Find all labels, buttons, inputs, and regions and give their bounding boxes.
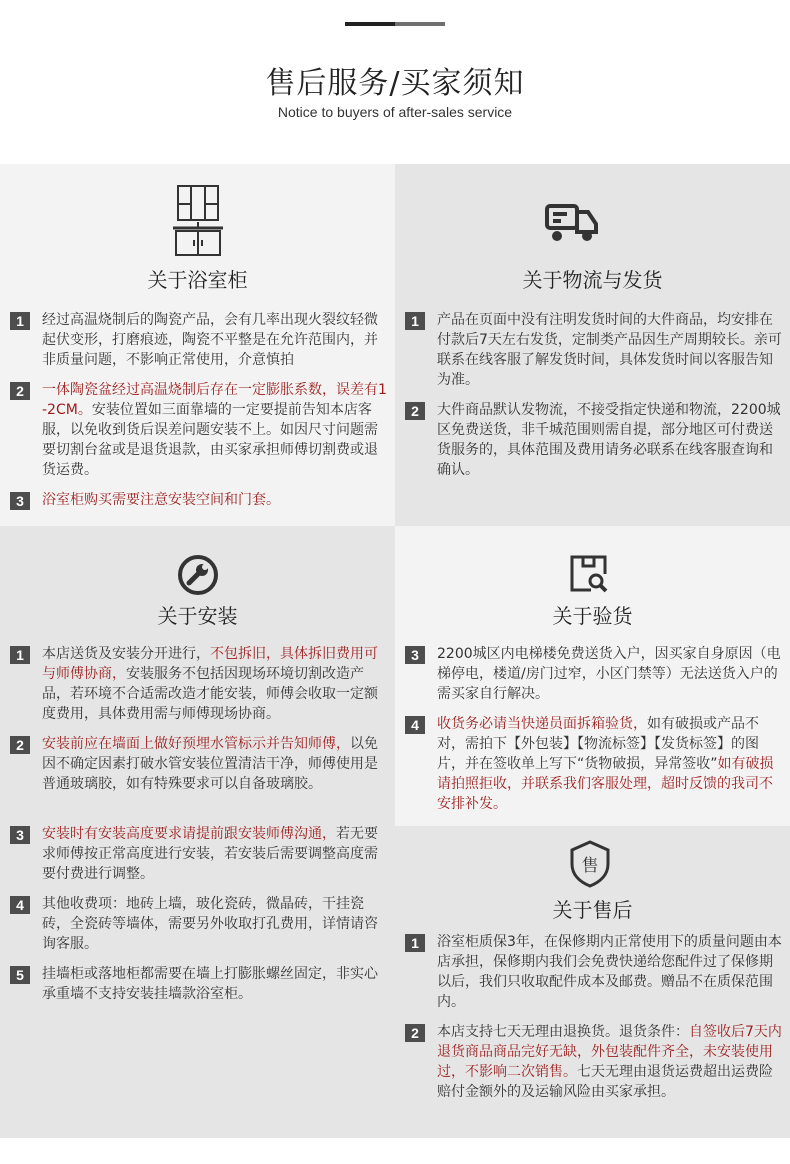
item-text: 产品在页面中没有注明发货时间的大件商品，均安排在付款后7天左右发货，定制类产品因生产周期较长。亲可联系在线客服了解发货时间，具体发货时间以客服告知为准。 [437,312,782,388]
item-number-badge: 1 [405,934,425,952]
package-inspect-icon [569,554,609,594]
bathroom-cabinet-icon [172,184,224,258]
logistics-section [395,164,790,526]
section-title: 关于售后 [552,898,633,922]
item-text: 大件商品默认发物流，不接受指定快递和物流，2200城区免费送货，非千城范围则需自提，部分地区可付费送货服务的，具体范围及费用请务必联系在线客服查询和确认。 [437,402,781,478]
item-text: 本店支持七天无理由退换货。退货条件：自签收后7天内退货商品商品完好无缺，外包装配件齐全，未安装使用过，不影响二次销售。七天无理由退货运费超出运费险赔付金额外的及运输风险由买家承担。 [437,1024,782,1100]
header-divider [345,22,445,26]
item-number-badge: 1 [405,312,425,330]
page-title: 售后服务/买家须知 [265,66,525,101]
item-number-badge: 2 [10,382,30,400]
item-text: 本店送货及安装分开进行，不包拆旧，具体拆旧费用可与师傅协商，安装服务不包括因现场环境切割改造产品，若环境不合适需改造才能安装，师傅会收取一定额度费用，具体费用需与师傅现场协商。 [42,646,378,722]
installation-section [0,526,395,1138]
item-text: 安装前应在墙面上做好预埋水管标示并告知师傅，以免因不确定因素打破水管安装位置清洁干净，师傅使用是普通玻璃胶，如有特殊要求可以自备玻璃胶。 [42,736,378,792]
section-title: 关于物流与发货 [522,268,663,292]
delivery-truck-icon [545,202,599,244]
item-text: 安装时有安装高度要求请提前跟安装师傅沟通，若无要求师傅按正常高度进行安装，若安装后需要调整高度需要付费进行调整。 [42,826,378,882]
item-text: 浴室柜质保3年，在保修期内正常使用下的质量问题由本店承担，保修期内我们会免费快递给您配件过了保修期以后，我们只收取配件成本及邮费。赠品不在质保范围内。 [437,934,782,1010]
after-sales-section [395,826,790,1138]
item-number-badge: 4 [10,896,30,914]
inspection-section [395,526,790,826]
section-title: 关于安装 [157,604,238,628]
wrench-icon [177,554,219,596]
item-number-badge: 2 [405,402,425,420]
item-number-badge: 3 [10,826,30,844]
svg-text:售: 售 [581,856,599,876]
item-number-badge: 1 [10,312,30,330]
page-subtitle: Notice to buyers of after-sales service [277,104,513,120]
item-number-badge: 2 [405,1024,425,1042]
item-text: 经过高温烧制后的陶瓷产品，会有几率出现火裂纹轻微起伏变形，打磨痕迹，陶瓷不平整是在允许范围内，并非质量问题，不影响正常使用，介意慎拍 [42,312,378,368]
item-text: 挂墙柜或落地柜都需要在墙上打膨胀螺丝固定，非实心承重墙不支持安装挂墙款浴室柜。 [42,966,378,1002]
section-title: 关于验货 [552,604,633,628]
bathroom-cabinet-section [0,164,395,526]
item-number-badge: 3 [405,646,425,664]
item-number-badge: 1 [10,646,30,664]
item-number-badge: 2 [10,736,30,754]
section-title: 关于浴室柜 [147,268,248,292]
item-text: 2200城区内电梯楼免费送货入户，因买家自身原因（电梯停电，楼道/房门过窄，小区门禁等）无法送货入户的需买家自行解决。 [437,646,781,702]
after-sales-shield-icon [569,840,611,888]
item-text: 其他收费项：地砖上墙，玻化瓷砖，微晶砖，干挂瓷砖，全瓷砖等墙体，需要另外收取打孔费用，详情请咨询客服。 [42,896,378,952]
item-text: 浴室柜购买需要注意安装空间和门套。 [42,492,280,508]
item-text: 一体陶瓷盆经过高温烧制后存在一定膨胀系数，误差有1-2CM。安装位置如三面靠墙的一定要提前告知本店客服，以免收到货后误差问题安装不上。如因尺寸问题需要切割台盆或是退货退款，由买家承担师傅切割费或退货运费。 [42,382,387,478]
item-number-badge: 5 [10,966,30,984]
item-number-badge: 4 [405,716,425,734]
item-number-badge: 3 [10,492,30,510]
item-text: 收货务必请当快递员面拆箱验货，如有破损或产品不对，需拍下【外包装】【物流标签】【发货标签】的图片，并在签收单上写下“货物破损，异常签收”如有破损请拍照拒收，并联系我们客服处理，超时反馈的我司不安排补发。 [437,716,774,812]
